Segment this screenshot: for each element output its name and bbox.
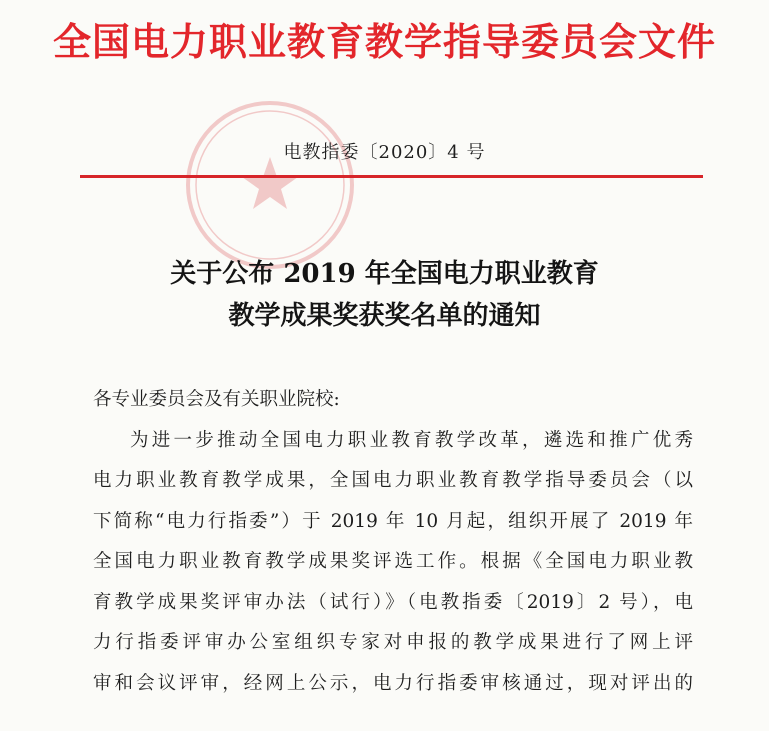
official-seal-stamp: [180, 95, 360, 275]
salutation: 各专业委员会及有关职业院校:: [93, 389, 340, 410]
body-line: 下简称“电力行指委”）于 2019 年 10 月起，组织开展了 2019 年: [93, 510, 693, 532]
notice-title-line: 教学成果奖获奖名单的通知: [228, 301, 541, 331]
body-line: 为进一步推动全国电力职业教育教学改革，遴选和推广优秀: [130, 429, 693, 451]
body-line: 育教学成果奖评审办法（试行）》（电教指委〔2019〕2 号），电: [93, 591, 693, 613]
body-line: 力行指委评审办公室组织专家对申报的教学成果进行了网上评: [93, 632, 693, 653]
notice-title: [0, 253, 769, 337]
body-line: 全国电力职业教育教学成果奖评选工作。根据《全国电力职业教: [93, 551, 693, 572]
notice-body: [93, 380, 693, 704]
body-line: 电力职业教育教学成果，全国电力职业教育教学指导委员会（以: [93, 470, 693, 491]
body-line: 审和会议评审，经网上公示，电力行指委审核通过，现对评出的: [93, 672, 693, 694]
document-number: 电教指委〔2020〕4 号: [283, 142, 486, 163]
document-header-title: 全国电力职业教育教学指导委员会文件: [52, 20, 716, 64]
header-divider-rule: [80, 175, 703, 178]
notice-title-line: 关于公布 2019 年全国电力职业教育: [170, 259, 599, 289]
